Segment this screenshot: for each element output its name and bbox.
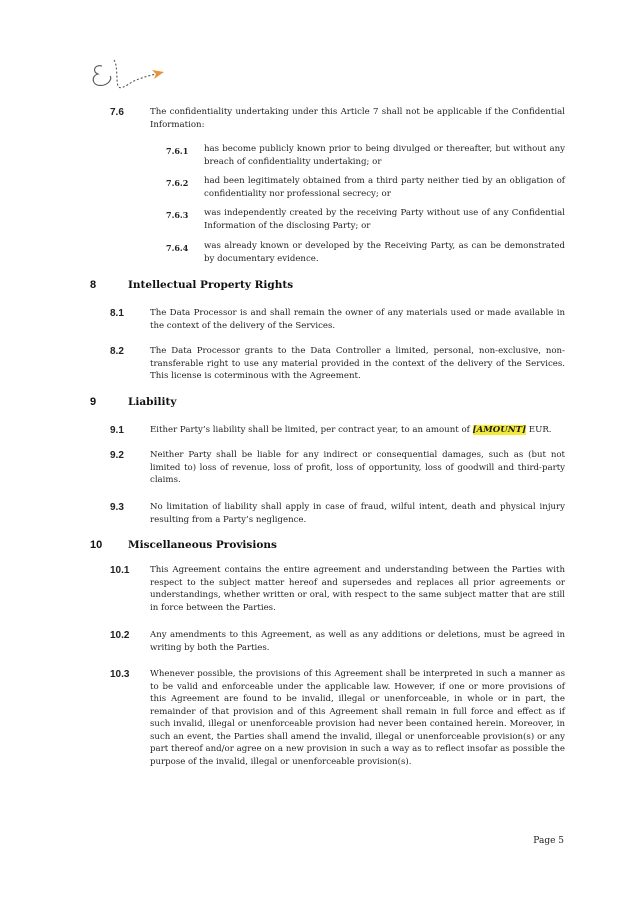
clause-text: No limitation of liability shall apply in case of fraud, wilful intent, death and physical injury resulting from a Party’s negligence. xyxy=(150,502,565,525)
clause-text: Whenever possible, the provisions of this Agreement shall be interpreted in such a manner as to be valid and enforceable under the applicable law. However, if one or more provisions of this Agreement are found to be invalid, illegal or unenforceable, in whole or in part, the remainder of that provision and of this Agreement shall remain in full force and effect as if such invalid, illegal or unenforceable provision had never been contained herein. Moreover, in such an event, the Parties shall amend the invalid, illegal or unenforceable provision(s) or any part thereof and/or agree on a new provision in such a way as to reflect insofar as possible the purpose of the invalid, illegal or unenforceable provision(s). xyxy=(150,669,565,767)
subclause-number: 7.6.3 xyxy=(166,210,189,220)
subclause-text: had been legitimately obtained from a third party neither tied by an obligation of confidentiality nor professional secrecy; or xyxy=(204,176,565,199)
clause-text: This Agreement contains the entire agreement and understanding between the Parties with respect to the subject matter hereof and supersedes and replaces all prior agreements or understandings, whether written or oral, with respect to the same subject matter that are still in force between the Parties. xyxy=(150,565,565,613)
clause-number: 10.1 xyxy=(110,565,130,576)
section-title: Intellectual Property Rights xyxy=(128,279,294,291)
clause-text: The Data Processor is and shall remain the owner of any materials used or made available in the context of the delivery of the Services. xyxy=(150,308,565,331)
clause-number: 7.6 xyxy=(110,107,124,118)
subclause-text: was independently created by the receiving Party without use of any Confidential Information of the disclosing Party; or xyxy=(204,208,565,231)
section-title: Liability xyxy=(128,396,177,408)
subclause-number: 7.6.1 xyxy=(166,146,189,156)
clause-number: 10.3 xyxy=(110,669,130,680)
section-number: 9 xyxy=(90,396,97,408)
clause-text: Neither Party shall be liable for any indirect or consequential damages, such as (but not limited to) loss of revenue, loss of profit, loss of opportunity, loss of goodwill and third-party claims. xyxy=(150,450,565,485)
signature-arrow-logo-icon xyxy=(88,52,168,92)
clause-number: 9.3 xyxy=(110,502,124,513)
amount-placeholder-highlight: [AMOUNT] xyxy=(472,425,527,435)
section-title: Miscellaneous Provisions xyxy=(128,539,277,551)
clause-text: Any amendments to this Agreement, as well as any additions or deletions, must be agreed in writing by both the Parties. xyxy=(150,630,565,653)
subclause-text: has become publicly known prior to being divulged or thereafter, but without any breach of confidentiality undertaking; or xyxy=(204,144,565,167)
section-number: 10 xyxy=(90,539,103,551)
clause-text: The confidentiality undertaking under this Article 7 shall not be applicable if the Confidential Information: xyxy=(150,107,565,130)
clause-text xyxy=(150,424,565,437)
clause-number: 9.2 xyxy=(110,450,124,461)
page-number: Page 5 xyxy=(533,836,564,846)
clause-number: 9.1 xyxy=(110,425,124,436)
subclause-text: was already known or developed by the Receiving Party, as can be demonstrated by documentary evidence. xyxy=(204,241,565,264)
clause-number: 8.2 xyxy=(110,346,124,357)
clause-text-after: EUR. xyxy=(526,425,552,435)
subclause-number: 7.6.2 xyxy=(166,178,189,188)
section-number: 8 xyxy=(90,279,97,291)
clause-number: 8.1 xyxy=(110,308,124,319)
clause-text: The Data Processor grants to the Data Controller a limited, personal, non-exclusive, non-transferable right to use any material provided in the context of the delivery of the Services. This license is coterminous with the Agreement. xyxy=(150,346,565,381)
subclause-number: 7.6.4 xyxy=(166,243,189,253)
clause-text-before: Either Party’s liability shall be limited, per contract year, to an amount of xyxy=(150,425,473,435)
clause-number: 10.2 xyxy=(110,630,130,641)
